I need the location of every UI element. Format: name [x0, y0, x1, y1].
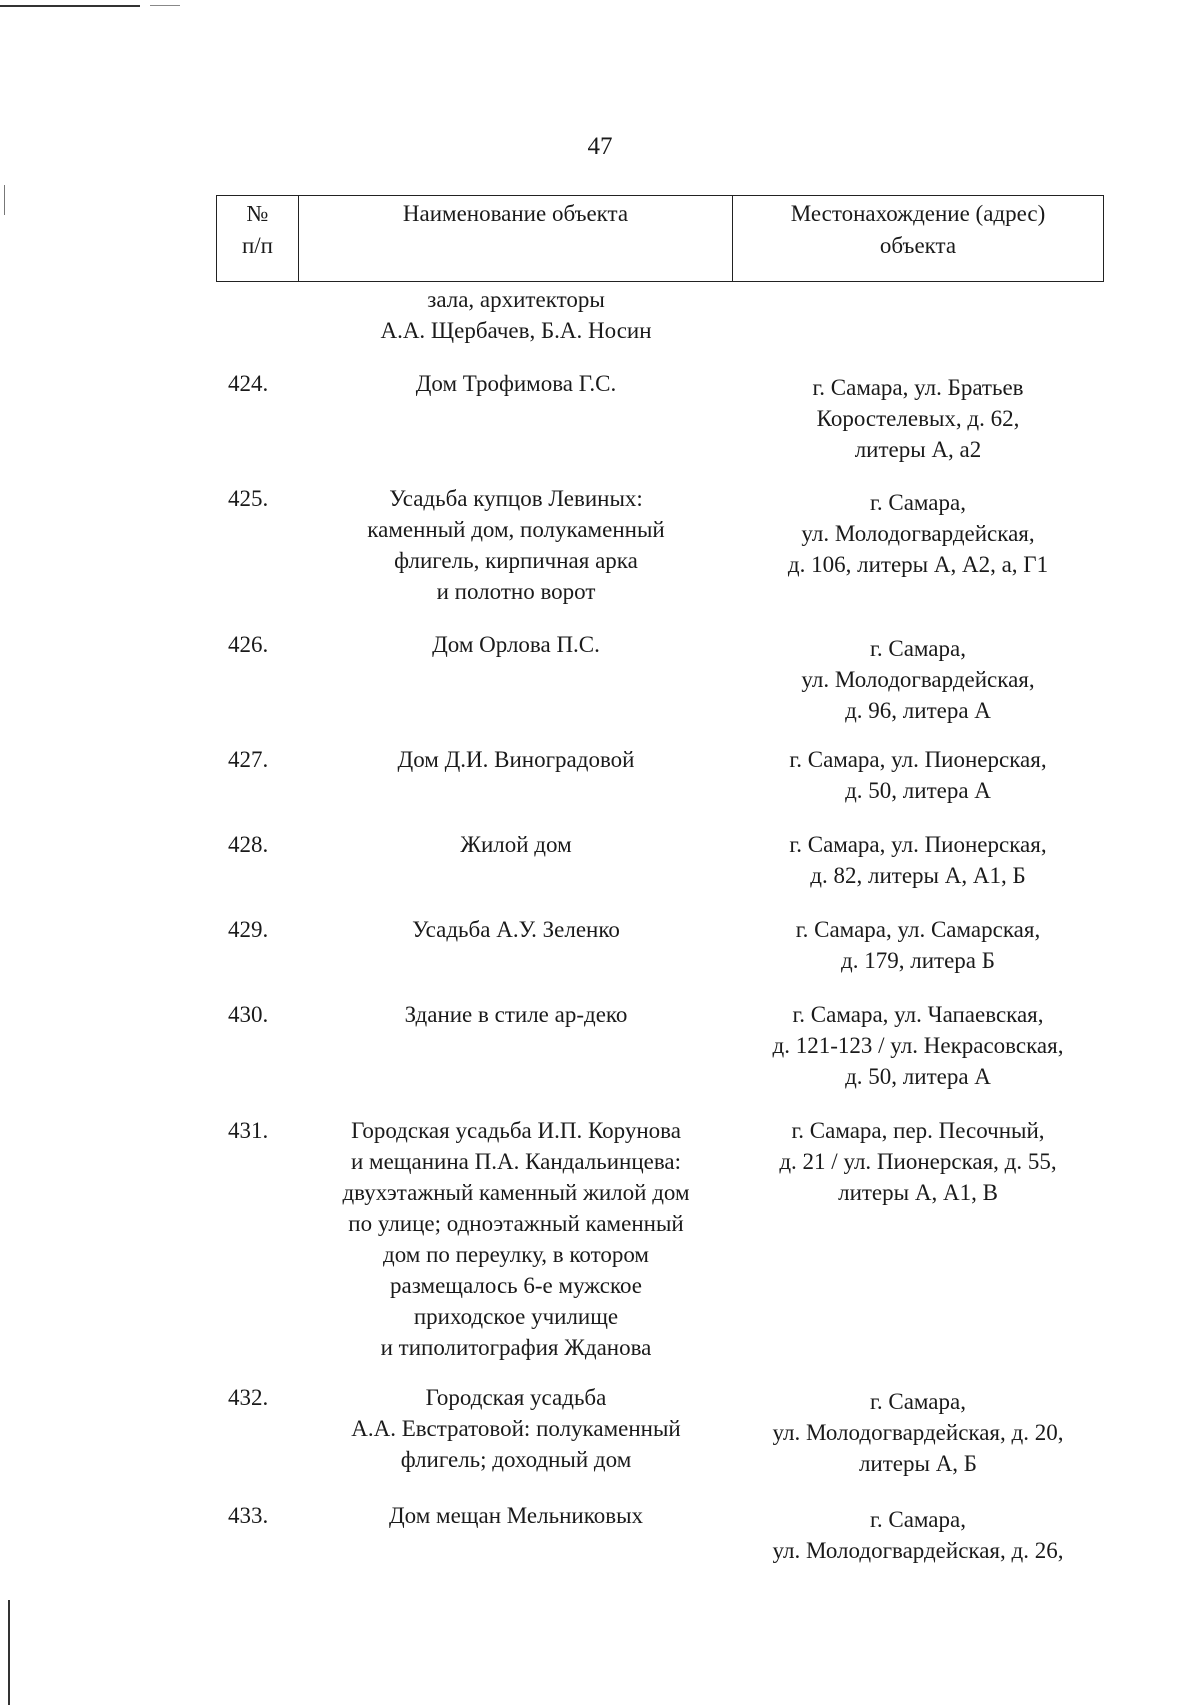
- header-name-label: Наименование объекта: [402, 201, 629, 226]
- address-line: д. 50, литера А: [845, 1064, 991, 1089]
- row-number: 426.: [228, 632, 269, 657]
- address-line: д. 96, литера А: [845, 698, 991, 723]
- object-address: [733, 1115, 1103, 1208]
- page-number: 47: [587, 133, 613, 160]
- address-line: ул. Молодогвардейская, д. 20,: [772, 1420, 1064, 1445]
- object-name: [298, 629, 734, 660]
- object-name: [298, 368, 734, 399]
- object-address: [733, 999, 1103, 1092]
- object-name: [298, 744, 734, 775]
- address-line: литеры А, Б: [858, 1451, 978, 1476]
- object-name: [298, 1382, 734, 1475]
- object-address: [733, 1386, 1103, 1479]
- address-line: ул. Молодогвардейская,: [801, 667, 1035, 692]
- address-line: г. Самара,: [870, 1389, 966, 1414]
- object-name-line: Городская усадьба И.П. Корунова: [351, 1118, 681, 1143]
- object-name-line: Усадьба А.У. Зеленко: [412, 917, 620, 942]
- row-number: 429.: [228, 917, 269, 942]
- continuation-name: [298, 284, 734, 346]
- object-name-line: А.А. Евстратовой: полукаменный: [351, 1416, 681, 1441]
- object-name-line: Дом Трофимова Г.С.: [415, 371, 617, 396]
- address-line: ул. Молодогвардейская, д. 26,: [772, 1538, 1064, 1563]
- address-line: Коростелевых, д. 62,: [816, 406, 1020, 431]
- address-line: д. 82, литеры А, А1, Б: [810, 863, 1026, 888]
- object-name: [298, 829, 734, 860]
- object-name: [298, 1500, 734, 1531]
- address-line: г. Самара, ул. Братьев: [812, 375, 1024, 400]
- object-name-line: и типолитография Жданова: [380, 1335, 652, 1360]
- row-number: 425.: [228, 486, 269, 511]
- object-name-line: Жилой дом: [460, 832, 572, 857]
- object-name-line: каменный дом, полукаменный: [367, 517, 665, 542]
- row-number: 431.: [228, 1118, 269, 1143]
- object-address: [733, 633, 1103, 726]
- header-num-symbol: №: [246, 201, 269, 226]
- object-address: [733, 829, 1103, 891]
- scan-edge-mark: [150, 5, 180, 6]
- address-line: литеры А, А1, В: [838, 1180, 998, 1205]
- address-line: г. Самара,: [870, 636, 966, 661]
- continuation-name-line: А.А. Щербачев, Б.А. Носин: [380, 318, 652, 343]
- row-number: 432.: [228, 1385, 269, 1410]
- header-num-label: п/п: [241, 233, 273, 258]
- object-name-line: размещалось 6-е мужское: [390, 1273, 642, 1298]
- object-name-line: флигель; доходный дом: [400, 1447, 632, 1472]
- address-line: д. 121-123 / ул. Некрасовская,: [772, 1033, 1064, 1058]
- address-line: литеры А, а2: [854, 437, 982, 462]
- header-address-column: [733, 196, 1103, 281]
- row-number: 427.: [228, 747, 269, 772]
- header-name-column: [299, 196, 733, 281]
- object-name-line: Городская усадьба: [425, 1385, 607, 1410]
- scan-edge-mark: [4, 185, 5, 215]
- header-num-column: [217, 196, 299, 281]
- object-address: [733, 1504, 1103, 1566]
- address-line: д. 179, литера Б: [841, 948, 995, 973]
- address-line: г. Самара,: [870, 1507, 966, 1532]
- object-name-line: Дом мещан Мельниковых: [388, 1503, 644, 1528]
- object-name: [298, 1115, 734, 1363]
- address-line: г. Самара, пер. Песочный,: [791, 1118, 1045, 1143]
- object-name-line: двухэтажный каменный жилой дом: [342, 1180, 690, 1205]
- address-line: д. 106, литеры А, А2, а, Г1: [787, 552, 1049, 577]
- object-name-line: по улице; одноэтажный каменный: [348, 1211, 684, 1236]
- header-address-label-line1: Местонахождение (адрес): [790, 201, 1046, 226]
- object-address: [733, 487, 1103, 580]
- object-name-line: Усадьба купцов Левиных:: [389, 486, 643, 511]
- object-name-line: дом по переулку, в котором: [383, 1242, 649, 1267]
- address-line: г. Самара,: [870, 490, 966, 515]
- object-address: [733, 744, 1103, 806]
- object-address: [733, 914, 1103, 976]
- row-number: 430.: [228, 1002, 269, 1027]
- object-name-line: и полотно ворот: [436, 579, 596, 604]
- row-number: 428.: [228, 832, 269, 857]
- address-line: г. Самара, ул. Пионерская,: [789, 747, 1047, 772]
- object-address: [733, 372, 1103, 465]
- address-line: д. 21 / ул. Пионерская, д. 55,: [779, 1149, 1057, 1174]
- scan-edge-mark: [8, 1600, 10, 1705]
- header-address-label-line2: объекта: [879, 233, 957, 258]
- object-name-line: Дом Орлова П.С.: [432, 632, 600, 657]
- object-name-line: Здание в стиле ар-деко: [404, 1002, 628, 1027]
- object-name-line: приходское училище: [413, 1304, 619, 1329]
- address-line: г. Самара, ул. Пионерская,: [789, 832, 1047, 857]
- table-header: [216, 195, 1104, 282]
- object-name: [298, 483, 734, 607]
- row-number: 433.: [228, 1503, 269, 1528]
- object-name: [298, 999, 734, 1030]
- object-name-line: и мещанина П.А. Кандальинцева:: [350, 1149, 682, 1174]
- object-name-line: Дом Д.И. Виноградовой: [397, 747, 635, 772]
- continuation-name-line: зала, архитекторы: [427, 287, 605, 312]
- object-name: [298, 914, 734, 945]
- address-line: г. Самара, ул. Самарская,: [795, 917, 1041, 942]
- address-line: д. 50, литера А: [845, 778, 991, 803]
- address-line: ул. Молодогвардейская,: [801, 521, 1035, 546]
- object-name-line: флигель, кирпичная арка: [394, 548, 638, 573]
- address-line: г. Самара, ул. Чапаевская,: [792, 1002, 1044, 1027]
- scan-edge-mark: [0, 5, 140, 7]
- row-number: 424.: [228, 371, 269, 396]
